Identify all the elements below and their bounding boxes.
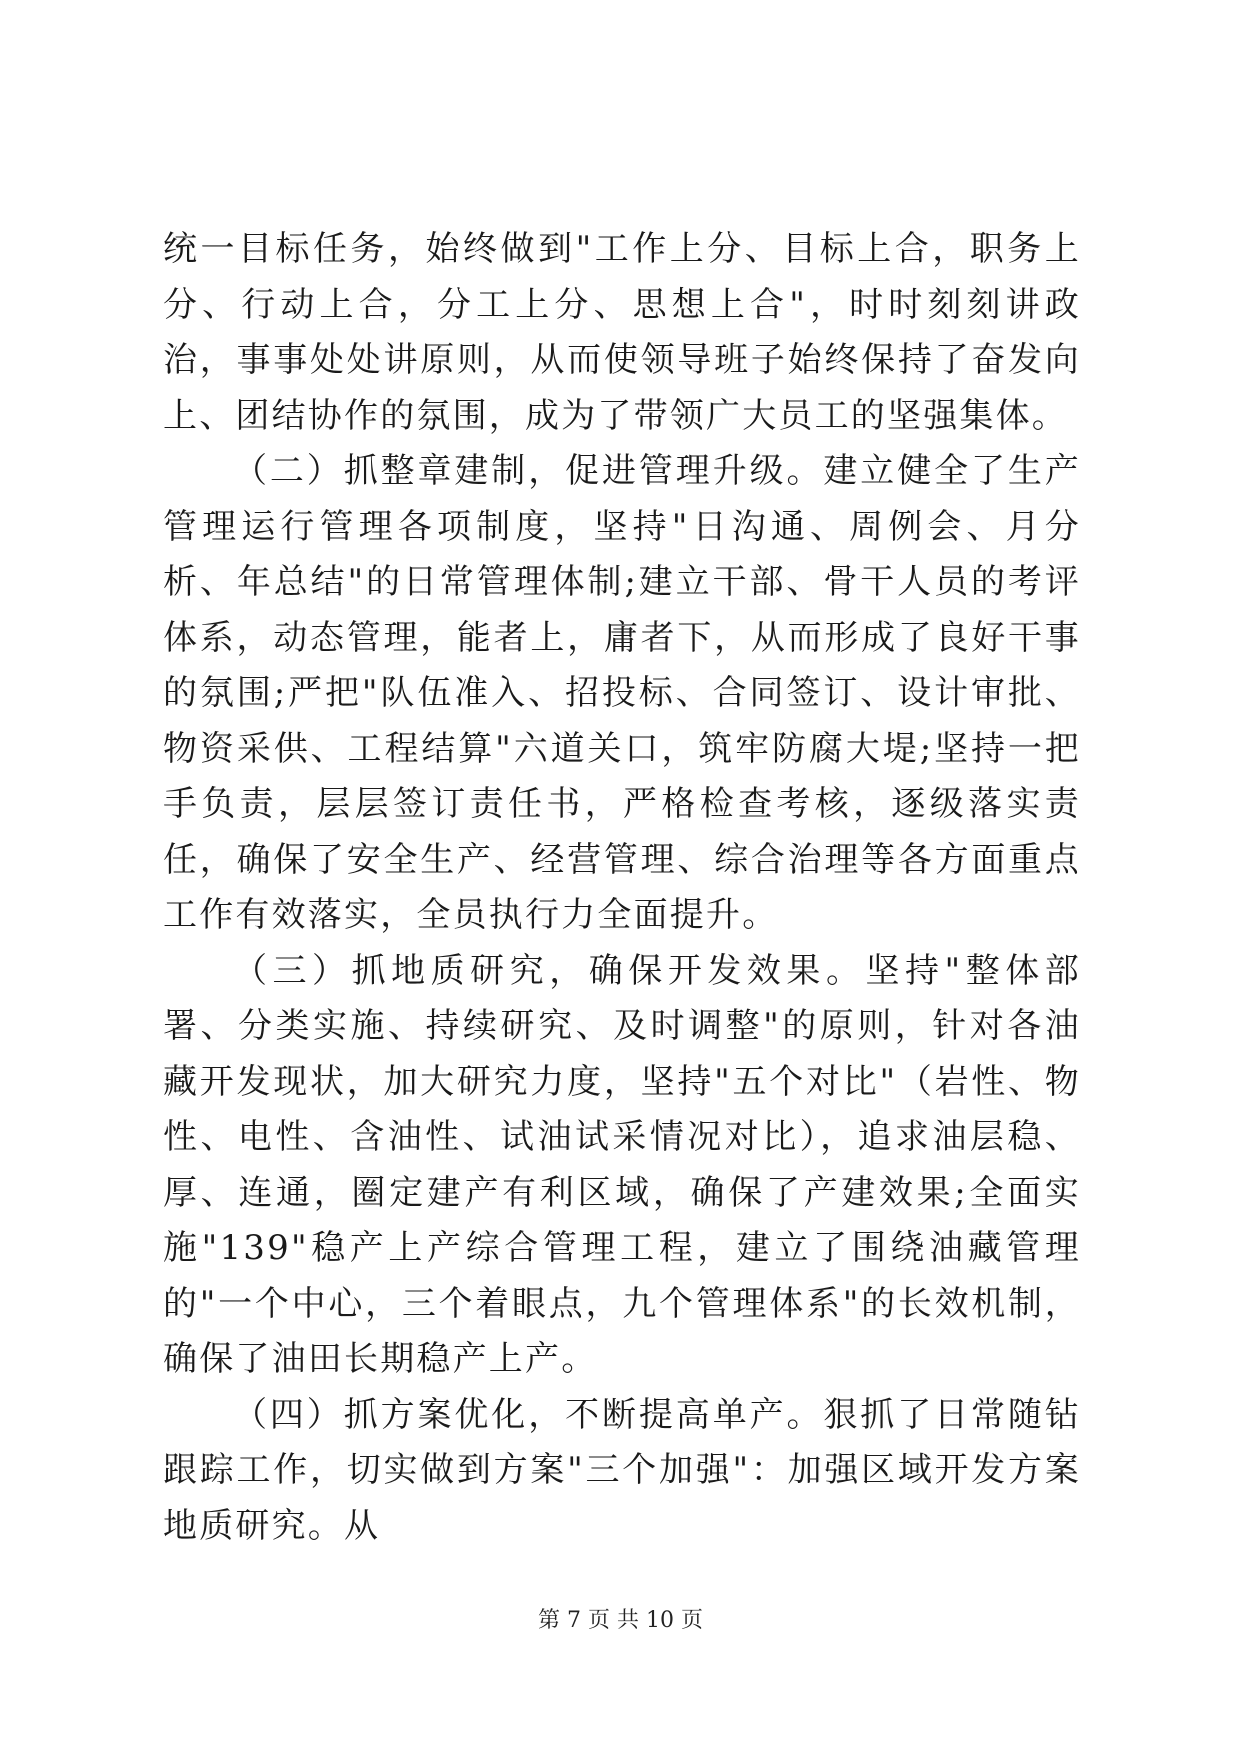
paragraph-3: （三）抓地质研究，确保开发效果。坚持"整体部署、分类实施、持续研究、及时调整"的原则，针对各油藏开发现状，加大研究力度，坚持"五个对比"（岩性、物性、电性、含油性、试油试采情况对比），追求油层稳、厚、连通，圈定建产有利区域，确保了产建效果;全面实施"139"稳产上产综合管理工程，建立了围绕油藏管理的"一个中心，三个着眼点，九个管理体系"的长效机制，确保了油田长期稳产上产。 (163, 950, 1081, 1379)
paragraph-4: （四）抓方案优化，不断提高单产。狠抓了日常随钻跟踪工作，切实做到方案"三个加强"：加强区域开发方案地质研究。从 (163, 1394, 1081, 1546)
page-number-footer: 第 7 页 共 10 页 (538, 1608, 703, 1633)
document-body (163, 222, 1081, 1554)
paragraph-1: 统一目标任务，始终做到"工作上分、目标上合，职务上分、行动上合，分工上分、思想上合"，时时刻刻讲政治，事事处处讲原则，从而使领导班子始终保持了奋发向上、团结协作的氛围，成为了带领广大员工的坚强集体。 (163, 229, 1081, 436)
paragraph-2: （二）抓整章建制，促进管理升级。建立健全了生产管理运行管理各项制度，坚持"日沟通、周例会、月分析、年总结"的日常管理体制;建立干部、骨干人员的考评体系，动态管理，能者上，庸者下，从而形成了良好干事的氛围;严把"队伍准入、招投标、合同签订、设计审批、物资采供、工程结算"六道关口，筑牢防腐大堤;坚持一把手负责，层层签订责任书，严格检查考核，逐级落实责任，确保了安全生产、经营管理、综合治理等各方面重点工作有效落实，全员执行力全面提升。 (163, 451, 1081, 935)
